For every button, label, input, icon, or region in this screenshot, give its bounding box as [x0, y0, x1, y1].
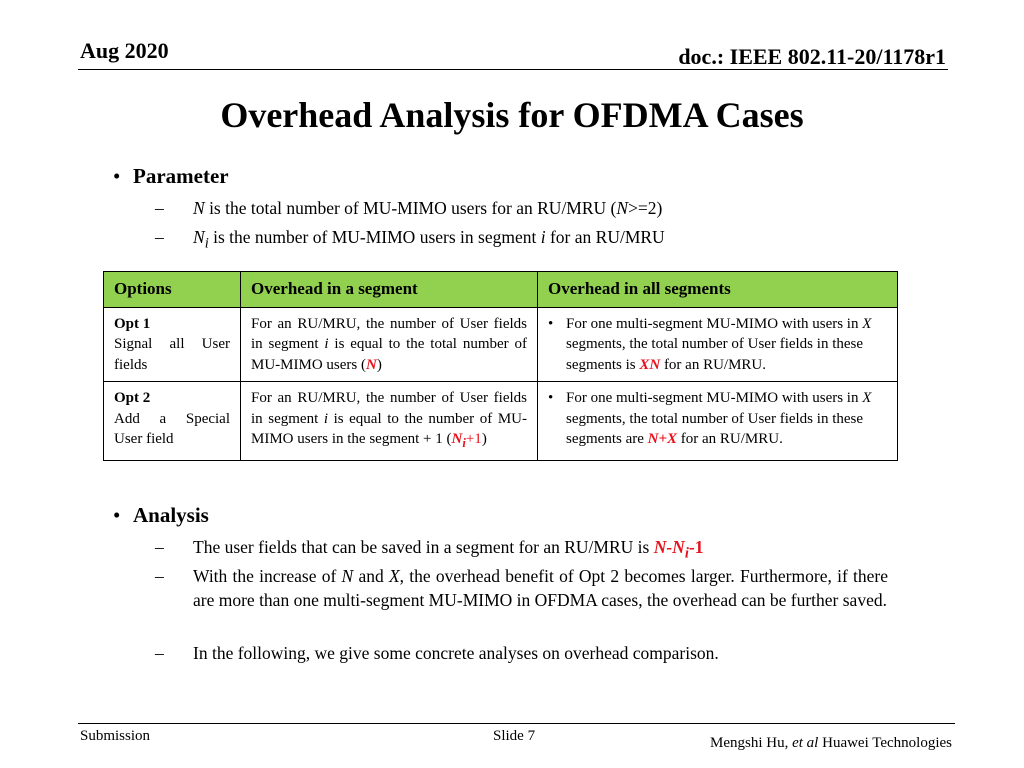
all-text: For one multi-segment MU-MIMO with users in: [566, 390, 863, 406]
author-name: Mengshi Hu,: [710, 735, 793, 751]
author-org: Huawei Technologies: [818, 735, 952, 751]
var-x: X: [388, 566, 400, 586]
header-options: Options: [104, 272, 241, 308]
parameter-bullet: [113, 164, 229, 189]
all-text: for an RU/MRU.: [660, 356, 767, 373]
var-i: i: [324, 336, 329, 352]
option-name: Opt 1: [114, 315, 151, 332]
all-highlight: N+X: [647, 431, 678, 447]
dash-glyph: –: [155, 566, 164, 586]
all-text: segments, the total number of User fields in these segments is: [566, 336, 864, 373]
seg-highlight-tail: +1: [465, 431, 482, 447]
all-text: for an RU/MRU.: [677, 431, 783, 447]
seg-text: is equal to the total number of MU-MIMO users (: [251, 336, 527, 373]
dash-glyph: –: [155, 227, 164, 247]
analysis-highlight: N-N: [653, 537, 685, 557]
seg-text: ): [376, 356, 382, 373]
bullet-glyph: •: [548, 315, 554, 332]
var-n: N: [616, 198, 629, 218]
footer-submission: Submission: [80, 728, 151, 744]
analysis-item-3: [155, 641, 888, 665]
header-overhead-segment: Overhead in a segment: [241, 272, 538, 308]
all-text: segments, the total number of User fields in these segments are: [566, 410, 864, 447]
seg-highlight: N: [451, 431, 463, 447]
dash-glyph: –: [155, 198, 164, 218]
parameter-heading: Parameter: [133, 164, 229, 188]
analysis-highlight-tail: -1: [688, 537, 704, 557]
seg-highlight-sub: i: [462, 436, 466, 450]
all-highlight: XN: [639, 356, 661, 373]
analysis-item-1: [155, 535, 888, 566]
author-etal: et al: [792, 735, 819, 751]
seg-text: For an RU/MRU, the number of User fields in segment: [251, 315, 527, 352]
analysis-text: In the following, we give some concrete analyses on overhead comparison.: [193, 643, 719, 663]
footer-author: [710, 735, 952, 752]
bullet-glyph: •: [113, 164, 121, 188]
var-n: N: [193, 227, 205, 247]
seg-text: is equal to the number of MU-MIMO users in the segment + 1 (: [251, 410, 527, 447]
analysis-text: With the increase of: [193, 566, 342, 586]
header-divider: [78, 69, 948, 70]
dash-glyph: –: [155, 537, 164, 557]
bullet-glyph: •: [548, 390, 554, 406]
parameter-item-ni: [155, 225, 888, 256]
analysis-text: , the overhead benefit of Opt 2 becomes larger. Furthermore, if there are more than one multi-segment MU-MIMO in OFDMA cases, the overhead can be further saved.: [193, 566, 888, 610]
slide-title: Overhead Analysis for OFDMA Cases: [220, 95, 804, 135]
header-date: Aug 2020: [80, 38, 169, 63]
segment-overhead-cell: [241, 307, 538, 382]
table-row: [104, 307, 898, 382]
analysis-heading: Analysis: [133, 503, 209, 527]
option-cell: [104, 382, 241, 461]
var-i: i: [540, 227, 546, 247]
var-x: X: [862, 390, 872, 406]
dash-glyph: –: [155, 643, 164, 663]
n-def-text: is the total number of MU-MIMO users for an RU/MRU (: [204, 198, 617, 218]
ni-def-text-end: for an RU/MRU: [545, 227, 665, 247]
seg-text: ): [481, 431, 487, 447]
all-segments-cell: [538, 307, 898, 382]
parameter-item-n: [155, 196, 888, 220]
header-overhead-all: Overhead in all segments: [538, 272, 898, 308]
footer-divider: [78, 723, 955, 724]
analysis-bullet: [113, 503, 209, 528]
option-desc: Signal all User fields: [114, 336, 230, 373]
var-i: i: [323, 410, 328, 427]
segment-overhead-cell: [241, 382, 538, 461]
option-name: Opt 2: [114, 390, 151, 406]
analysis-item-2: [155, 564, 888, 612]
var-i-sub: i: [204, 235, 209, 252]
slide-number: Slide 7: [493, 728, 536, 744]
seg-highlight: N: [366, 356, 377, 373]
option-desc: Add a Special User field: [114, 410, 230, 447]
header-doc-id: doc.: IEEE 802.11-20/1178r1: [678, 44, 946, 69]
all-text: For one multi-segment MU-MIMO with users in: [566, 315, 863, 332]
var-x: X: [862, 315, 872, 332]
table-row: [104, 382, 898, 461]
seg-text: For an RU/MRU, the number of User fields in segment: [251, 390, 527, 427]
var-n: N: [193, 198, 205, 218]
all-segments-cell: [538, 382, 898, 461]
analysis-highlight-sub: i: [684, 545, 689, 562]
analysis-text: and: [353, 566, 389, 586]
overhead-table: [103, 271, 898, 461]
var-n: N: [341, 566, 354, 586]
ni-def-text: is the number of MU-MIMO users in segment: [208, 227, 541, 247]
analysis-text: The user fields that can be saved in a segment for an RU/MRU is: [193, 537, 654, 557]
table-header-row: [104, 272, 898, 308]
n-def-cond: >=2): [628, 198, 663, 218]
option-cell: [104, 307, 241, 382]
bullet-glyph: •: [113, 503, 121, 527]
